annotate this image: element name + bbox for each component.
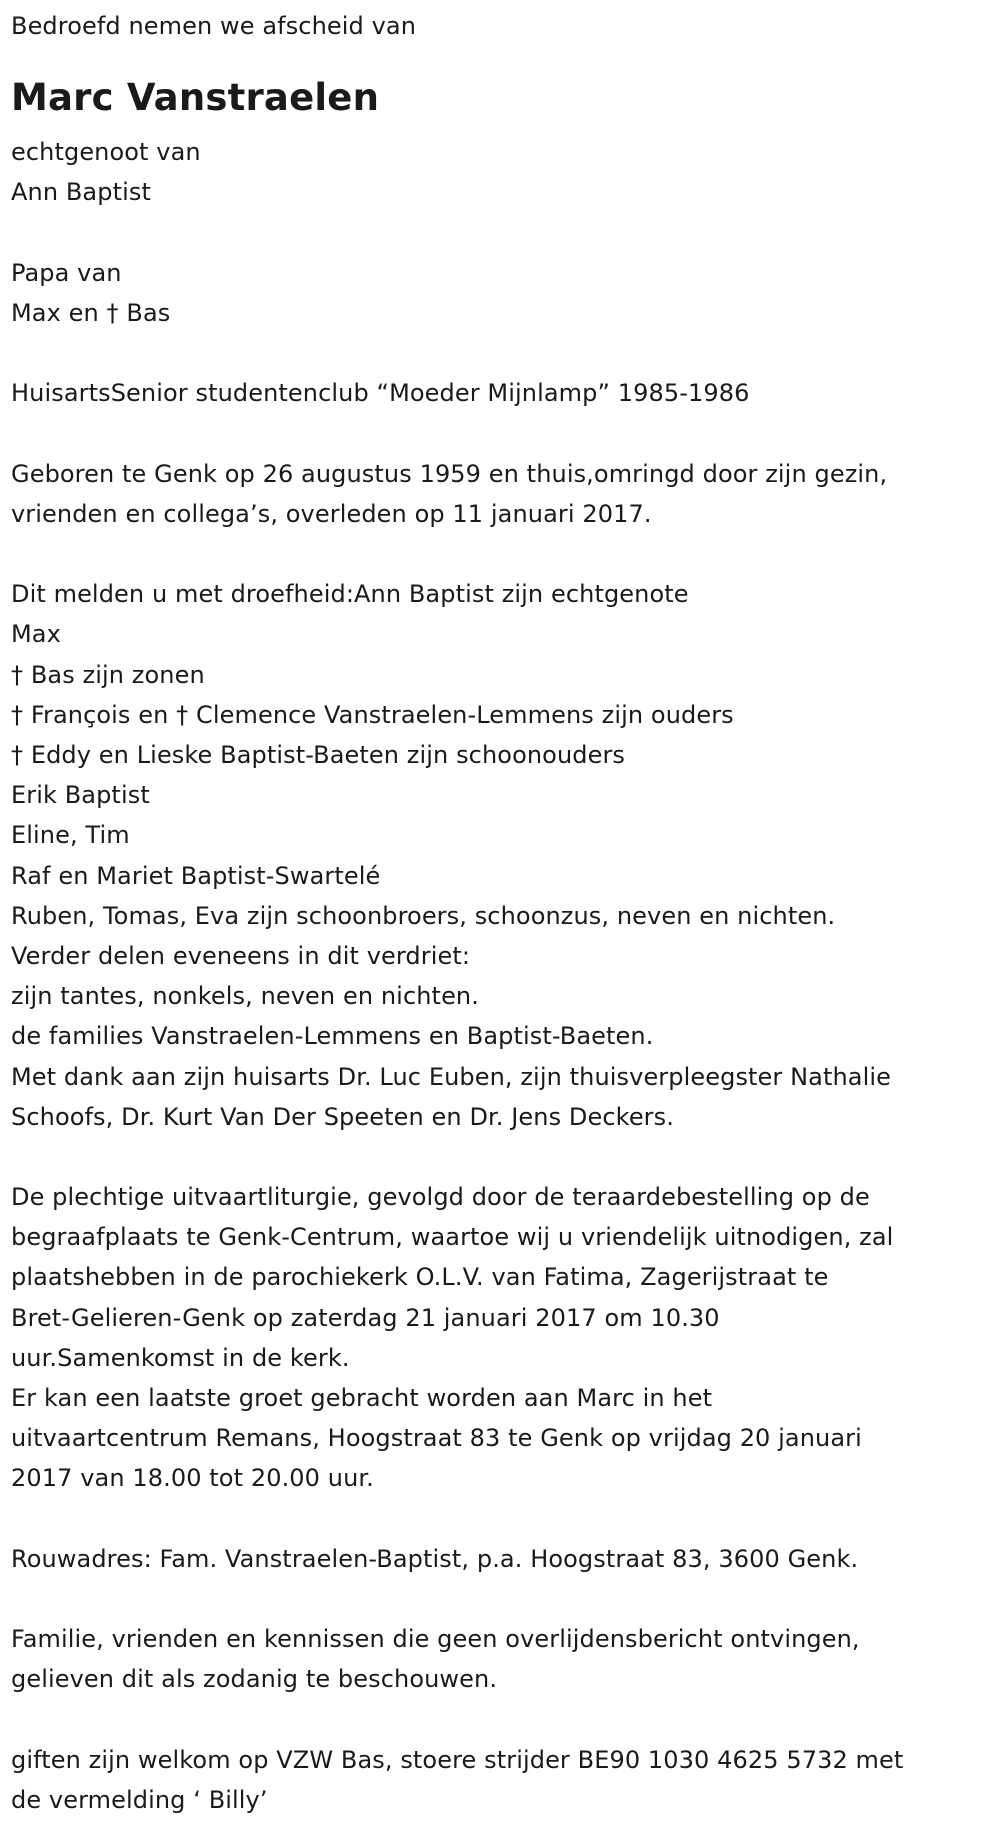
announcer-line: † François en † Clemence Vanstraelen-Lemmens zijn ouders <box>11 700 734 729</box>
announcer-line: † Bas zijn zonen <box>11 660 205 689</box>
spacer <box>11 1579 990 1619</box>
announcer-line: Eline, Tim <box>11 821 130 850</box>
spacer <box>11 1137 990 1177</box>
children-label: Papa van <box>11 258 122 287</box>
announcer-line: Erik Baptist <box>11 781 150 810</box>
spacer <box>11 1700 990 1740</box>
spacer <box>11 414 990 454</box>
birth-death-line: Geboren te Genk op 26 augustus 1959 en thuis,omringd door zijn gezin, <box>11 459 888 488</box>
occupation-line: HuisartsSenior studentenclub “Moeder Mijnlamp” 1985-1986 <box>11 379 750 408</box>
announcer-line: Met dank aan zijn huisarts Dr. Luc Euben, zijn thuisverpleegster Nathalie <box>11 1062 892 1091</box>
announcer-line: Verder delen eveneens in dit verdriet: <box>11 941 471 970</box>
children-line: Max en † Bas <box>11 298 171 327</box>
spacer <box>11 1499 990 1539</box>
funeral-line: uur.Samenkomst in de kerk. <box>11 1343 350 1372</box>
spacer <box>11 213 990 253</box>
donations-line: giften zijn welkom op VZW Bas, stoere strijder BE90 1030 4625 5732 met <box>11 1745 904 1774</box>
address-line: Rouwadres: Fam. Vanstraelen-Baptist, p.a. Hoogstraat 83, 3600 Genk. <box>11 1544 859 1573</box>
funeral-line: De plechtige uitvaartliturgie, gevolgd door de teraardebestelling op de <box>11 1183 870 1212</box>
deceased-name: Marc Vanstraelen <box>11 76 380 120</box>
announcer-line: Raf en Mariet Baptist-Swartelé <box>11 861 381 890</box>
birth-death-line: vrienden en collega’s, overleden op 11 januari 2017. <box>11 499 652 528</box>
donations-line: de vermelding ‘ Billy’ <box>11 1785 268 1814</box>
funeral-line: Bret-Gelieren-Genk op zaterdag 21 januari 2017 om 10.30 <box>11 1303 720 1332</box>
funeral-line: plaatshebben in de parochiekerk O.L.V. van Fatima, Zagerijstraat te <box>11 1263 829 1292</box>
intro-line: Bedroefd nemen we afscheid van <box>11 12 417 40</box>
announcer-line: Dit melden u met droefheid:Ann Baptist zijn echtgenote <box>11 580 689 609</box>
spouse-label: echtgenoot van <box>11 138 201 167</box>
announcer-line: Schoofs, Dr. Kurt Van Der Speeten en Dr. Jens Deckers. <box>11 1102 674 1131</box>
announcer-line: de families Vanstraelen-Lemmens en Baptist-Baeten. <box>11 1022 654 1051</box>
notice-line: gelieven dit als zodanig te beschouwen. <box>11 1665 498 1694</box>
spouse-name: Ann Baptist <box>11 178 151 207</box>
spacer <box>11 333 990 373</box>
announcer-line: † Eddy en Lieske Baptist-Baeten zijn schoonouders <box>11 741 626 769</box>
funeral-line: 2017 van 18.00 tot 20.00 uur. <box>11 1464 374 1493</box>
funeral-line: Er kan een laatste groet gebracht worden aan Marc in het <box>11 1384 713 1412</box>
funeral-line: uitvaartcentrum Remans, Hoogstraat 83 te Genk op vrijdag 20 januari <box>11 1424 862 1453</box>
announcer-line: zijn tantes, nonkels, neven en nichten. <box>11 982 479 1011</box>
announcer-line: Max <box>11 620 61 649</box>
announcer-line: Ruben, Tomas, Eva zijn schoonbroers, schoonzus, neven en nichten. <box>11 901 836 930</box>
spacer <box>11 534 990 574</box>
funeral-line: begraafplaats te Genk-Centrum, waartoe wij u vriendelijk uitnodigen, zal <box>11 1223 894 1252</box>
notice-line: Familie, vrienden en kennissen die geen overlijdensbericht ontvingen, <box>11 1625 860 1654</box>
